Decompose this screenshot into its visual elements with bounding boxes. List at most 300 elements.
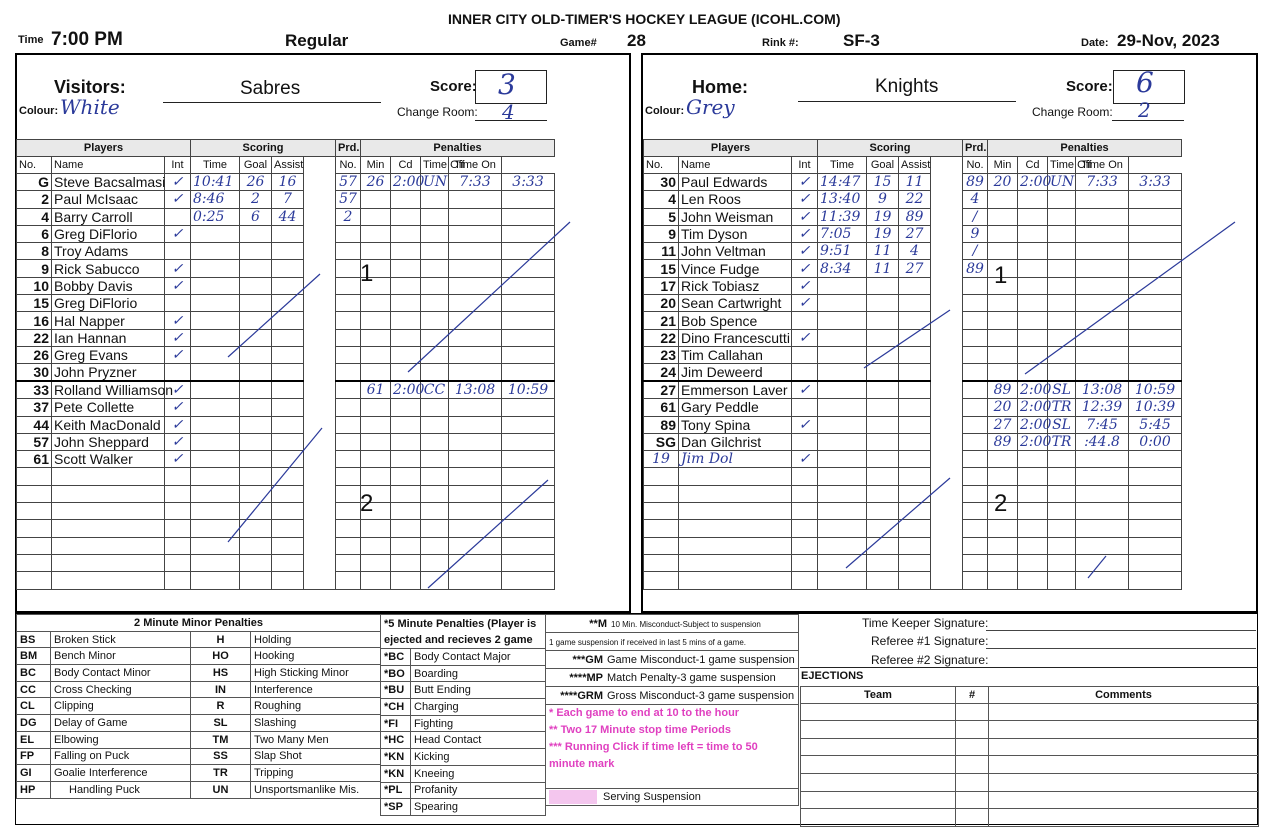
penalty-cell[interactable]: UN: [1048, 174, 1076, 191]
player-number[interactable]: 15: [17, 295, 52, 312]
player-name[interactable]: Ian Hannan: [52, 329, 165, 346]
penalty-cell[interactable]: [1129, 243, 1182, 260]
penalty-cell[interactable]: [361, 191, 391, 208]
scoring-cell[interactable]: [963, 451, 988, 468]
scoring-cell[interactable]: [240, 572, 272, 589]
player-number[interactable]: 21: [644, 312, 679, 329]
scoring-cell[interactable]: [963, 399, 988, 416]
penalty-cell[interactable]: [391, 451, 421, 468]
intent-check[interactable]: ✓: [792, 416, 818, 433]
scoring-cell[interactable]: [818, 381, 867, 399]
penalty-cell[interactable]: [1018, 503, 1048, 520]
penalty-cell[interactable]: [391, 520, 421, 537]
scoring-cell[interactable]: [963, 364, 988, 382]
player-number[interactable]: 37: [17, 399, 52, 416]
intent-check[interactable]: [792, 554, 818, 571]
player-name[interactable]: Pete Collette: [52, 399, 165, 416]
scoring-cell[interactable]: [191, 468, 240, 485]
player-name[interactable]: Vince Fudge: [679, 260, 792, 277]
intent-check[interactable]: ✓: [792, 260, 818, 277]
penalty-cell[interactable]: [502, 208, 555, 225]
player-name[interactable]: [52, 468, 165, 485]
intent-check[interactable]: ✓: [792, 329, 818, 346]
scoring-cell[interactable]: [272, 399, 304, 416]
intent-check[interactable]: ✓: [792, 451, 818, 468]
ejection-cell[interactable]: [801, 738, 956, 756]
scoring-cell[interactable]: 4: [899, 243, 931, 260]
scoring-cell[interactable]: 13:40: [818, 191, 867, 208]
penalty-cell[interactable]: [502, 399, 555, 416]
scoring-cell[interactable]: [272, 537, 304, 554]
penalty-cell[interactable]: [1018, 364, 1048, 382]
penalty-cell[interactable]: [502, 468, 555, 485]
penalty-cell[interactable]: [361, 329, 391, 346]
scoring-cell[interactable]: [867, 346, 899, 363]
scoring-cell[interactable]: [191, 329, 240, 346]
scoring-cell[interactable]: [867, 554, 899, 571]
scoring-cell[interactable]: [240, 503, 272, 520]
player-number[interactable]: [644, 485, 679, 502]
ejection-cell[interactable]: [956, 791, 989, 809]
player-name[interactable]: Gary Peddle: [679, 399, 792, 416]
penalty-cell[interactable]: [1048, 295, 1076, 312]
scoring-cell[interactable]: [899, 554, 931, 571]
penalty-cell[interactable]: [1129, 468, 1182, 485]
player-number[interactable]: [644, 503, 679, 520]
penalty-cell[interactable]: [361, 537, 391, 554]
scoring-cell[interactable]: [240, 312, 272, 329]
intent-check[interactable]: ✓: [165, 191, 191, 208]
player-number[interactable]: 16: [17, 312, 52, 329]
penalty-cell[interactable]: [421, 277, 449, 294]
penalty-cell[interactable]: [988, 537, 1018, 554]
penalty-cell[interactable]: [361, 468, 391, 485]
intent-check[interactable]: [165, 537, 191, 554]
scoring-cell[interactable]: [867, 433, 899, 450]
referee-1-signature-line[interactable]: [986, 648, 1256, 649]
scoring-cell[interactable]: [899, 451, 931, 468]
scoring-cell[interactable]: [272, 329, 304, 346]
penalty-cell[interactable]: 61: [361, 381, 391, 399]
scoring-cell[interactable]: [867, 468, 899, 485]
penalty-cell[interactable]: [449, 537, 502, 554]
intent-check[interactable]: [792, 485, 818, 502]
scoring-cell[interactable]: [899, 312, 931, 329]
scoring-cell[interactable]: 8:46: [191, 191, 240, 208]
penalty-cell[interactable]: [1129, 329, 1182, 346]
scoring-cell[interactable]: [963, 433, 988, 450]
penalty-cell[interactable]: [391, 399, 421, 416]
ejection-cell[interactable]: [801, 703, 956, 721]
penalty-cell[interactable]: [449, 399, 502, 416]
ejection-cell[interactable]: [801, 721, 956, 739]
player-name[interactable]: [679, 572, 792, 589]
scoring-cell[interactable]: [867, 572, 899, 589]
scoring-cell[interactable]: [336, 243, 361, 260]
penalty-cell[interactable]: [1018, 572, 1048, 589]
ejection-cell[interactable]: [956, 738, 989, 756]
penalty-cell[interactable]: [421, 572, 449, 589]
penalty-cell[interactable]: [1018, 225, 1048, 242]
penalty-cell[interactable]: [988, 346, 1018, 363]
penalty-cell[interactable]: [421, 399, 449, 416]
scoring-cell[interactable]: [818, 346, 867, 363]
scoring-cell[interactable]: [963, 503, 988, 520]
intent-check[interactable]: [792, 433, 818, 450]
scoring-cell[interactable]: [240, 520, 272, 537]
penalty-cell[interactable]: [361, 451, 391, 468]
ejection-cell[interactable]: [956, 703, 989, 721]
penalty-cell[interactable]: [1129, 225, 1182, 242]
player-number[interactable]: [644, 554, 679, 571]
penalty-cell[interactable]: 20: [988, 174, 1018, 191]
scoring-cell[interactable]: 8:34: [818, 260, 867, 277]
intent-check[interactable]: [792, 468, 818, 485]
player-number[interactable]: 89: [644, 416, 679, 433]
penalty-cell[interactable]: [988, 451, 1018, 468]
scoring-cell[interactable]: [818, 295, 867, 312]
intent-check[interactable]: ✓: [792, 277, 818, 294]
player-number[interactable]: 15: [644, 260, 679, 277]
scoring-cell[interactable]: [899, 346, 931, 363]
penalty-cell[interactable]: 7:45: [1076, 416, 1129, 433]
player-number[interactable]: [17, 485, 52, 502]
player-name[interactable]: Tony Spina: [679, 416, 792, 433]
penalty-cell[interactable]: [449, 277, 502, 294]
penalty-cell[interactable]: [502, 295, 555, 312]
penalty-cell[interactable]: [391, 208, 421, 225]
penalty-cell[interactable]: 2:00: [1018, 399, 1048, 416]
penalty-cell[interactable]: [1129, 503, 1182, 520]
scoring-cell[interactable]: [899, 485, 931, 502]
intent-check[interactable]: [165, 554, 191, 571]
penalty-cell[interactable]: [421, 191, 449, 208]
penalty-cell[interactable]: [988, 468, 1018, 485]
penalty-cell[interactable]: 0:00: [1129, 433, 1182, 450]
player-number[interactable]: [644, 520, 679, 537]
penalty-cell[interactable]: [391, 277, 421, 294]
player-number[interactable]: 11: [644, 243, 679, 260]
scoring-cell[interactable]: [240, 225, 272, 242]
penalty-cell[interactable]: [449, 295, 502, 312]
ejection-cell[interactable]: [801, 756, 956, 774]
player-name[interactable]: Sean Cartwright: [679, 295, 792, 312]
intent-check[interactable]: [792, 346, 818, 363]
scoring-cell[interactable]: [240, 399, 272, 416]
intent-check[interactable]: ✓: [792, 381, 818, 399]
intent-check[interactable]: [165, 295, 191, 312]
penalty-cell[interactable]: [1018, 554, 1048, 571]
scoring-cell[interactable]: [963, 572, 988, 589]
player-number[interactable]: 4: [644, 191, 679, 208]
scoring-cell[interactable]: 16: [272, 174, 304, 191]
penalty-cell[interactable]: SL: [1048, 381, 1076, 399]
ejection-cell[interactable]: [801, 809, 956, 827]
scoring-cell[interactable]: [899, 416, 931, 433]
scoring-cell[interactable]: [818, 537, 867, 554]
scoring-cell[interactable]: 9:51: [818, 243, 867, 260]
penalty-cell[interactable]: [502, 260, 555, 277]
player-number[interactable]: 9: [17, 260, 52, 277]
penalty-cell[interactable]: [421, 451, 449, 468]
player-number[interactable]: 57: [17, 433, 52, 450]
scoring-cell[interactable]: [336, 572, 361, 589]
penalty-cell[interactable]: 26: [361, 174, 391, 191]
player-number[interactable]: 26: [17, 346, 52, 363]
penalty-cell[interactable]: [1048, 225, 1076, 242]
penalty-cell[interactable]: [421, 554, 449, 571]
scoring-cell[interactable]: [272, 243, 304, 260]
penalty-cell[interactable]: [1076, 260, 1129, 277]
scoring-cell[interactable]: [818, 277, 867, 294]
scoring-cell[interactable]: [191, 225, 240, 242]
penalty-cell[interactable]: [1076, 277, 1129, 294]
player-number[interactable]: [644, 537, 679, 554]
penalty-cell[interactable]: [449, 243, 502, 260]
penalty-cell[interactable]: [502, 364, 555, 382]
penalty-cell[interactable]: [502, 554, 555, 571]
penalty-cell[interactable]: [1129, 554, 1182, 571]
penalty-cell[interactable]: [1048, 346, 1076, 363]
penalty-cell[interactable]: [502, 433, 555, 450]
penalty-cell[interactable]: [1129, 346, 1182, 363]
player-name[interactable]: Troy Adams: [52, 243, 165, 260]
penalty-cell[interactable]: [1018, 260, 1048, 277]
ejection-row[interactable]: [801, 738, 1259, 756]
scoring-cell[interactable]: [272, 416, 304, 433]
scoring-cell[interactable]: [191, 312, 240, 329]
penalty-cell[interactable]: [1129, 537, 1182, 554]
scoring-cell[interactable]: [899, 295, 931, 312]
penalty-cell[interactable]: [449, 485, 502, 502]
player-number[interactable]: SG: [644, 433, 679, 450]
ejection-cell[interactable]: [956, 809, 989, 827]
ejection-cell[interactable]: [989, 738, 1259, 756]
scoring-cell[interactable]: [899, 468, 931, 485]
penalty-cell[interactable]: 7:33: [1076, 174, 1129, 191]
penalty-cell[interactable]: [1076, 520, 1129, 537]
penalty-cell[interactable]: [1076, 295, 1129, 312]
penalty-cell[interactable]: [391, 537, 421, 554]
penalty-cell[interactable]: [1018, 295, 1048, 312]
penalty-cell[interactable]: [391, 572, 421, 589]
scoring-cell[interactable]: [336, 537, 361, 554]
penalty-cell[interactable]: [421, 295, 449, 312]
penalty-cell[interactable]: [449, 208, 502, 225]
penalty-cell[interactable]: [988, 312, 1018, 329]
intent-check[interactable]: ✓: [792, 208, 818, 225]
player-number[interactable]: 22: [644, 329, 679, 346]
penalty-cell[interactable]: [1048, 277, 1076, 294]
player-name[interactable]: Greg DiFlorio: [52, 225, 165, 242]
penalty-cell[interactable]: [1076, 191, 1129, 208]
scoring-cell[interactable]: [963, 468, 988, 485]
ejection-row[interactable]: [801, 721, 1259, 739]
penalty-cell[interactable]: [421, 364, 449, 382]
penalty-cell[interactable]: [502, 329, 555, 346]
ejection-row[interactable]: [801, 703, 1259, 721]
player-name[interactable]: Steve Bacsalmasi: [52, 174, 165, 191]
player-number[interactable]: [17, 537, 52, 554]
penalty-cell[interactable]: 13:08: [449, 381, 502, 399]
penalty-cell[interactable]: [1076, 329, 1129, 346]
penalty-cell[interactable]: [502, 191, 555, 208]
scoring-cell[interactable]: [899, 399, 931, 416]
penalty-cell[interactable]: TR: [1048, 433, 1076, 450]
scoring-cell[interactable]: [867, 503, 899, 520]
player-name[interactable]: John Weisman: [679, 208, 792, 225]
penalty-cell[interactable]: [502, 312, 555, 329]
penalty-cell[interactable]: [421, 503, 449, 520]
scoring-cell[interactable]: /: [963, 243, 988, 260]
penalty-cell[interactable]: 13:08: [1076, 381, 1129, 399]
penalty-cell[interactable]: 20: [988, 399, 1018, 416]
penalty-cell[interactable]: [449, 225, 502, 242]
penalty-cell[interactable]: [449, 572, 502, 589]
penalty-cell[interactable]: [1076, 537, 1129, 554]
penalty-cell[interactable]: [391, 416, 421, 433]
scoring-cell[interactable]: [336, 260, 361, 277]
intent-check[interactable]: ✓: [165, 433, 191, 450]
player-name[interactable]: Jim Dol: [679, 451, 792, 468]
scoring-cell[interactable]: 2: [336, 208, 361, 225]
penalty-cell[interactable]: [449, 468, 502, 485]
scoring-cell[interactable]: [867, 416, 899, 433]
player-number[interactable]: [17, 520, 52, 537]
penalty-cell[interactable]: [1129, 485, 1182, 502]
penalty-cell[interactable]: [1048, 554, 1076, 571]
scoring-cell[interactable]: 7: [272, 191, 304, 208]
penalty-cell[interactable]: [391, 503, 421, 520]
scoring-cell[interactable]: [336, 364, 361, 382]
penalty-cell[interactable]: [391, 295, 421, 312]
scoring-cell[interactable]: [336, 485, 361, 502]
scoring-cell[interactable]: [240, 243, 272, 260]
penalty-cell[interactable]: [449, 260, 502, 277]
scoring-cell[interactable]: [899, 381, 931, 399]
scoring-cell[interactable]: 15: [867, 174, 899, 191]
player-name[interactable]: Dan Gilchrist: [679, 433, 792, 450]
intent-check[interactable]: ✓: [165, 451, 191, 468]
player-name[interactable]: Rolland Williamson: [52, 381, 165, 399]
penalty-cell[interactable]: 5:45: [1129, 416, 1182, 433]
penalty-cell[interactable]: [361, 295, 391, 312]
player-number[interactable]: 9: [644, 225, 679, 242]
penalty-cell[interactable]: [988, 208, 1018, 225]
intent-check[interactable]: ✓: [792, 174, 818, 191]
scoring-cell[interactable]: 14:47: [818, 174, 867, 191]
scoring-cell[interactable]: 89: [899, 208, 931, 225]
penalty-cell[interactable]: 7:33: [449, 174, 502, 191]
penalty-cell[interactable]: [449, 416, 502, 433]
scoring-cell[interactable]: [899, 329, 931, 346]
scoring-cell[interactable]: [240, 537, 272, 554]
player-name[interactable]: [679, 520, 792, 537]
intent-check[interactable]: ✓: [165, 174, 191, 191]
intent-check[interactable]: [165, 485, 191, 502]
penalty-cell[interactable]: [1018, 243, 1048, 260]
scoring-cell[interactable]: [336, 503, 361, 520]
player-name[interactable]: [52, 485, 165, 502]
penalty-cell[interactable]: [449, 191, 502, 208]
player-number[interactable]: 22: [17, 329, 52, 346]
penalty-cell[interactable]: [391, 433, 421, 450]
scoring-cell[interactable]: [272, 468, 304, 485]
scoring-cell[interactable]: [272, 433, 304, 450]
player-number[interactable]: [644, 468, 679, 485]
scoring-cell[interactable]: [336, 381, 361, 399]
ejection-row[interactable]: [801, 809, 1259, 827]
player-name[interactable]: Greg Evans: [52, 346, 165, 363]
penalty-cell[interactable]: [502, 572, 555, 589]
scoring-cell[interactable]: [191, 260, 240, 277]
penalty-cell[interactable]: [502, 451, 555, 468]
scoring-cell[interactable]: 26: [240, 174, 272, 191]
penalty-cell[interactable]: [1048, 329, 1076, 346]
penalty-cell[interactable]: [449, 503, 502, 520]
scoring-cell[interactable]: [867, 381, 899, 399]
penalty-cell[interactable]: [361, 208, 391, 225]
player-name[interactable]: [52, 572, 165, 589]
player-number[interactable]: 5: [644, 208, 679, 225]
scoring-cell[interactable]: [336, 399, 361, 416]
scoring-cell[interactable]: [191, 520, 240, 537]
penalty-cell[interactable]: [421, 329, 449, 346]
scoring-cell[interactable]: [899, 277, 931, 294]
penalty-cell[interactable]: [361, 572, 391, 589]
penalty-cell[interactable]: [361, 399, 391, 416]
player-name[interactable]: Hal Napper: [52, 312, 165, 329]
penalty-cell[interactable]: :44.8: [1076, 433, 1129, 450]
penalty-cell[interactable]: 89: [988, 381, 1018, 399]
penalty-cell[interactable]: [1018, 208, 1048, 225]
penalty-cell[interactable]: [361, 433, 391, 450]
penalty-cell[interactable]: [1048, 260, 1076, 277]
intent-check[interactable]: ✓: [165, 346, 191, 363]
penalty-cell[interactable]: [391, 485, 421, 502]
scoring-cell[interactable]: 44: [272, 208, 304, 225]
intent-check[interactable]: [165, 208, 191, 225]
penalty-cell[interactable]: [1018, 312, 1048, 329]
scoring-cell[interactable]: /: [963, 208, 988, 225]
scoring-cell[interactable]: 11: [867, 243, 899, 260]
scoring-cell[interactable]: [240, 329, 272, 346]
scoring-cell[interactable]: [272, 503, 304, 520]
scoring-cell[interactable]: [191, 537, 240, 554]
penalty-cell[interactable]: [1048, 503, 1076, 520]
intent-check[interactable]: [792, 312, 818, 329]
penalty-cell[interactable]: [391, 346, 421, 363]
scoring-cell[interactable]: 11: [899, 174, 931, 191]
penalty-cell[interactable]: [1076, 225, 1129, 242]
player-name[interactable]: Rick Tobiasz: [679, 277, 792, 294]
scoring-cell[interactable]: [818, 554, 867, 571]
scoring-cell[interactable]: 9: [867, 191, 899, 208]
penalty-cell[interactable]: [421, 346, 449, 363]
penalty-cell[interactable]: [988, 225, 1018, 242]
scoring-cell[interactable]: [867, 451, 899, 468]
scoring-cell[interactable]: [963, 520, 988, 537]
penalty-cell[interactable]: [988, 554, 1018, 571]
scoring-cell[interactable]: [899, 572, 931, 589]
penalty-cell[interactable]: [421, 312, 449, 329]
scoring-cell[interactable]: [240, 260, 272, 277]
scoring-cell[interactable]: 19: [867, 225, 899, 242]
scoring-cell[interactable]: 9: [963, 225, 988, 242]
ejection-row[interactable]: [801, 756, 1259, 774]
penalty-cell[interactable]: [988, 520, 1018, 537]
scoring-cell[interactable]: [272, 485, 304, 502]
